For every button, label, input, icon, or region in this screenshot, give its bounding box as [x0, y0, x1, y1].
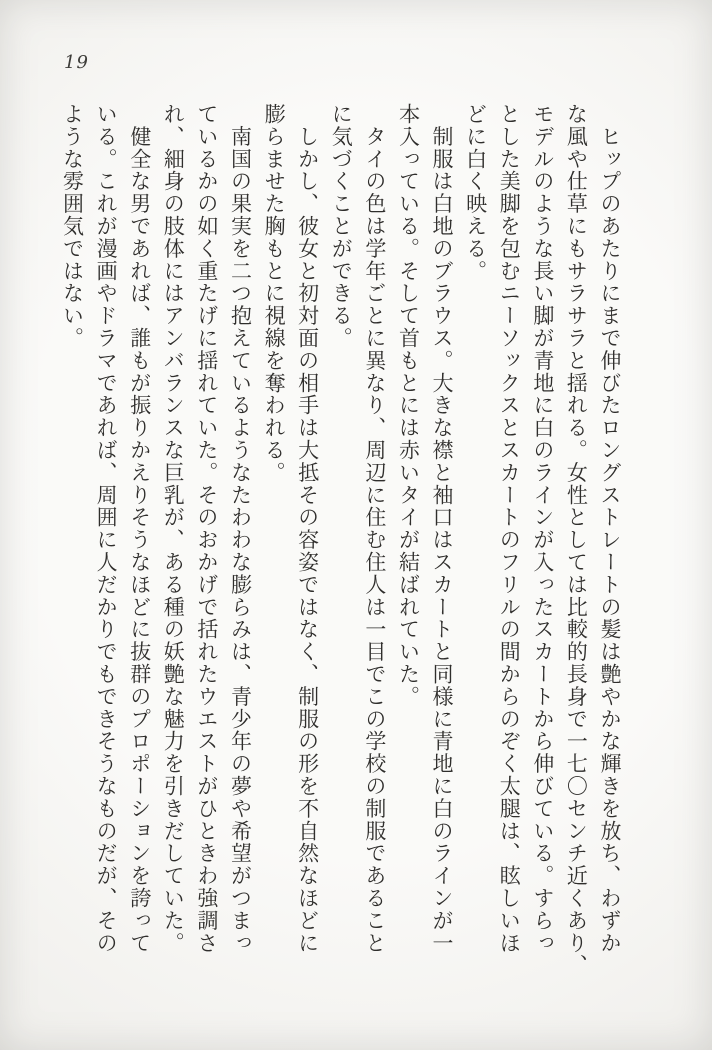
text-line: 膨らませた胸もとに視線を奪われる。: [262, 103, 287, 484]
text-line: ヒップのあたりにまで伸びたロングストレートの髪は艶やかな輝きを放ち、わずか: [598, 103, 622, 955]
text-line: 制服は白地のブラウス。大きな襟と袖口はスカートと同様に青地に白のラインが一: [430, 103, 455, 955]
text-line: ているかの如く重たげに揺れていた。そのおかげで括れたウエストがひときわ強調さ: [194, 103, 219, 955]
text-line: 健全な男であれば、誰もが振りかえりそうなほどに抜群のプロポーションを誇って: [127, 103, 152, 955]
text-line: いる。これが漫画やドラマであれば、周囲に人だかりでもできそうなものだが、その: [94, 103, 119, 955]
text-line: ような雰囲気ではない。: [60, 103, 85, 350]
text-line: れ、細身の肢体にはアンバランスな巨乳が、ある種の妖艶な魅力を引きだしていた。: [161, 103, 186, 955]
text-line: な風や仕草にもサラサラと揺れる。女性としては比較的長身で一七〇センチ近くあり、: [564, 103, 589, 977]
text-line: とした美脚を包むニーソックスとスカートのフリルの間からのぞく太腿は、眩しいほ: [497, 103, 522, 955]
page-number: 19: [64, 52, 89, 73]
text-line: しかし、彼女と初対面の相手は大抵その容姿ではなく、制服の形を不自然なほどに: [295, 103, 320, 955]
body-text: [55, 103, 626, 985]
text-line: タイの色は学年ごとに異なり、周辺に住む住人は一目でこの学校の制服であること: [362, 103, 387, 955]
text-line: 本入っている。そして首もとには赤いタイが結ばれていた。: [396, 103, 421, 708]
text-line: 南国の果実を二つ抱えているようなたわわな膨らみは、青少年の夢や希望がつまっ: [228, 103, 253, 955]
text-line: モデルのような長い脚が青地に白のラインが入ったスカートから伸びている。すらっ: [530, 103, 555, 955]
text-line: に気づくことができる。: [329, 103, 354, 350]
text-line: どに白く映える。: [463, 103, 488, 283]
